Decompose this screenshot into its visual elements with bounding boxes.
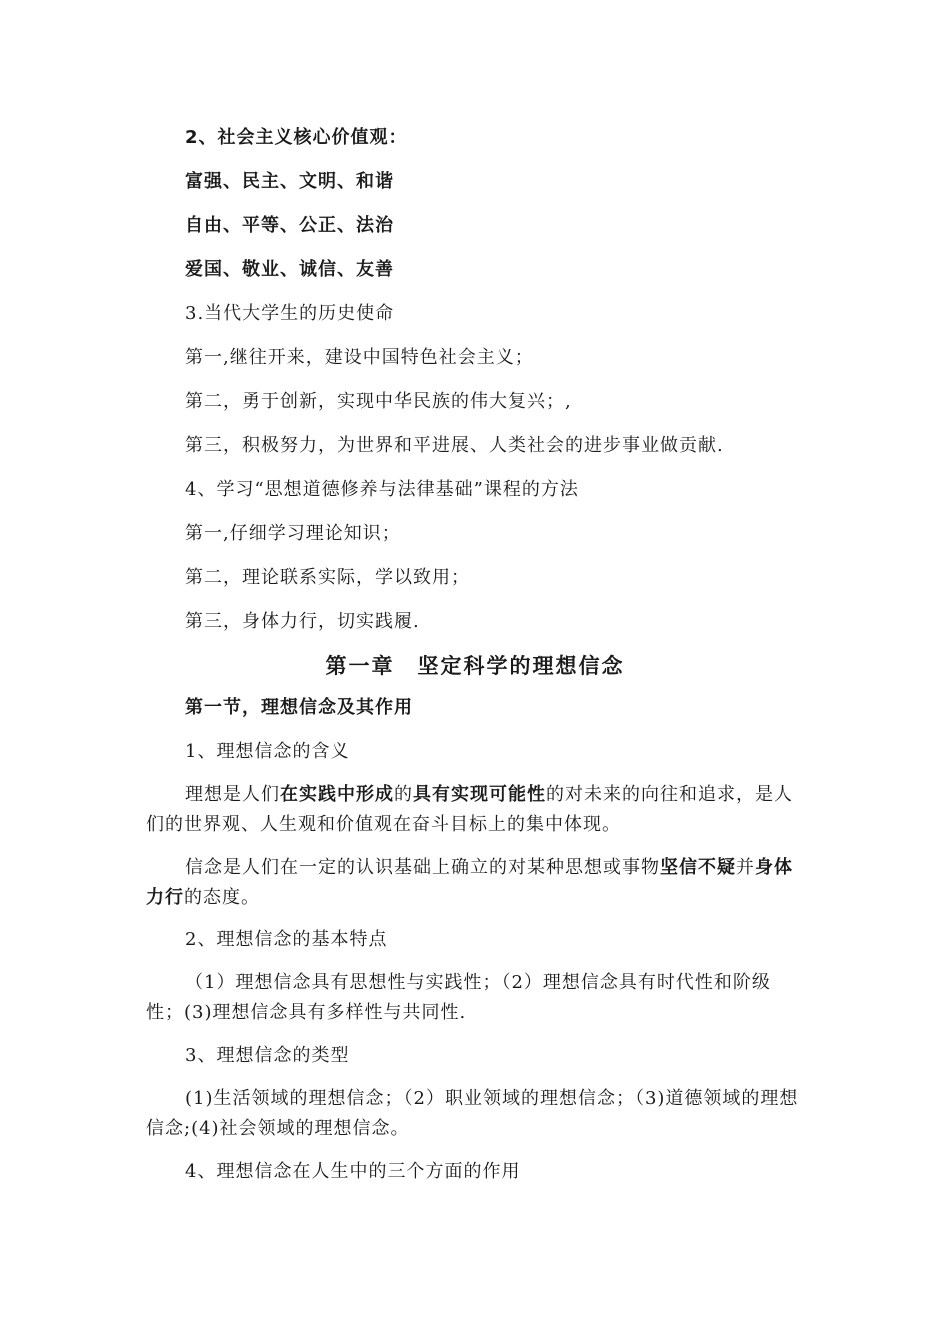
heading-mission: 3.当代大学生的历史使命 (185, 303, 395, 324)
ideal-definition (146, 780, 806, 840)
item2-heading: 2、理想信念的基本特点 (185, 929, 388, 950)
method-item-3: 第三，身体力行，切实践履. (185, 611, 420, 632)
method-item-2: 第二，理论联系实际，学以致用； (185, 567, 470, 588)
ideal-def-bold-2: 具有实现可能性 (413, 784, 546, 805)
mission-item-2: 第二，勇于创新，实现中华民族的伟大复兴；, (185, 391, 572, 412)
method-item-1: 第一,仔细学习理论知识； (185, 523, 401, 544)
item2-text (146, 968, 806, 1028)
mission-item-3: 第三，积极努力，为世界和平进展、人类社会的进步事业做贡献. (185, 435, 724, 456)
item3-text-content: (1)生活领域的理想信念；（2）职业领域的理想信念；（3)道德领域的理想信念;(4)社会领域的理想信念。 (146, 1088, 799, 1139)
item2-text-content: （1）理想信念具有思想性与实践性；（2）理想信念具有时代性和阶级性；(3)理想信念具有多样性与共同性. (146, 972, 771, 1023)
item1-heading: 1、理想信念的含义 (185, 741, 350, 762)
ideal-def-text-2: 的 (394, 784, 413, 805)
belief-def-text-3: 的态度。 (184, 887, 260, 908)
heading-study-method: 4、学习“思想道德修养与法律基础”课程的方法 (185, 479, 579, 500)
mission-item-1: 第一,继往开来，建设中国特色社会主义； (185, 347, 534, 368)
section-title: 第一节，理想信念及其作用 (185, 697, 413, 718)
ideal-def-bold-1: 在实践中形成 (280, 784, 394, 805)
belief-definition (146, 853, 806, 913)
belief-def-text-1: 信念是人们在一定的认识基础上确立的对某种思想或事物 (185, 857, 660, 878)
values-line-2: 自由、平等、公正、法治 (185, 215, 394, 236)
item3-text (146, 1084, 806, 1144)
belief-def-bold-1: 坚信不疑 (660, 857, 736, 878)
heading-core-values: 2、社会主义核心价值观： (185, 127, 408, 148)
item4-heading: 4、理想信念在人生中的三个方面的作用 (185, 1161, 521, 1182)
chapter-title: 第一章 坚定科学的理想信念 (325, 654, 625, 678)
ideal-def-text-3: 的对未来的向往和追求，是人们的世界观、人生观和价值观在奋斗目标上的集中体现。 (146, 784, 793, 835)
belief-def-text-2: 并 (736, 857, 755, 878)
ideal-def-text-1: 理想是人们 (185, 784, 280, 805)
item3-heading: 3、理想信念的类型 (185, 1045, 350, 1066)
belief-def-bold-2: 身体力行 (146, 857, 793, 908)
values-line-3: 爱国、敬业、诚信、友善 (185, 259, 394, 280)
values-line-1: 富强、民主、文明、和谐 (185, 171, 394, 192)
